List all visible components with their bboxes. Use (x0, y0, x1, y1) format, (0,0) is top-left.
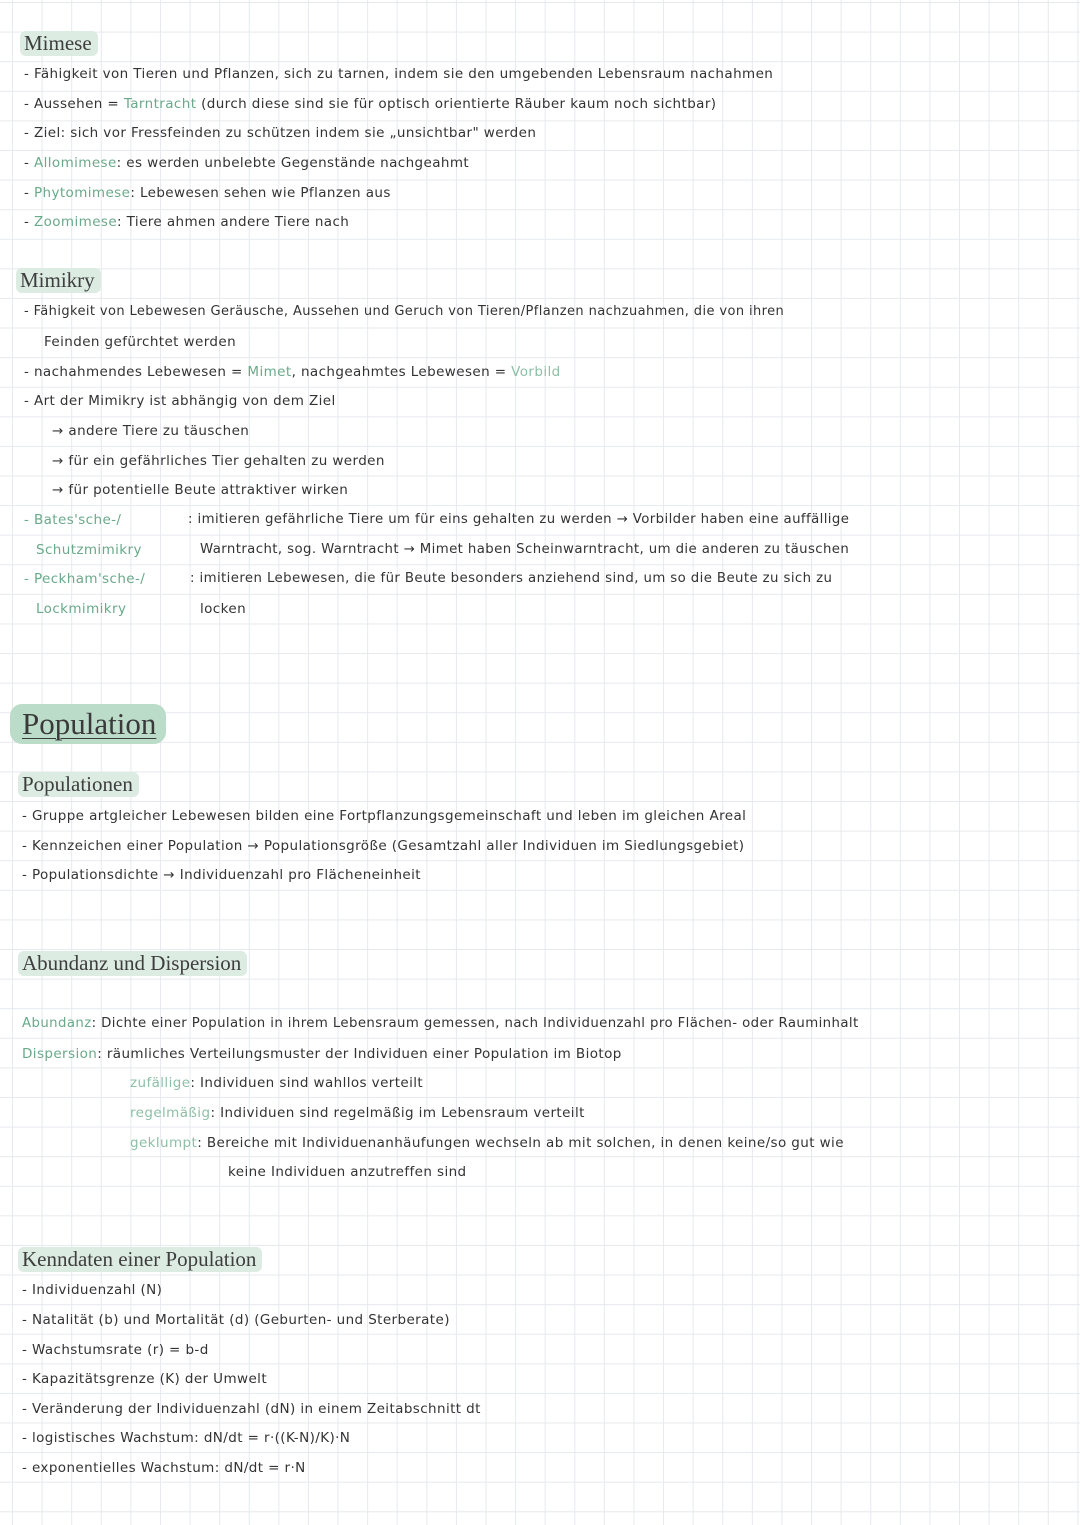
kenndaten-line-1: - Individuenzahl (N) (22, 1282, 163, 1298)
mimikry-aim-2: → für ein gefährliches Tier gehalten zu werden (52, 453, 385, 469)
geklumpt-line (130, 1134, 844, 1152)
mimese-line-5-a: - (24, 185, 34, 201)
mimikry-line-2-c: , nachgeahmtes Lebewesen = (291, 364, 512, 380)
peckham-text-1: : imitieren Lebewesen, die für Beute besonders anziehend sind, um so die Beute zu sich zu (190, 571, 833, 586)
peckham-label-2: Lockmimikry (36, 601, 127, 617)
mimikry-line-1b: Feinden gefürchtet werden (44, 334, 237, 350)
term-zufaellig: zufällige (130, 1075, 191, 1091)
mimese-line-1: - Fähigkeit von Tieren und Pflanzen, sich zu tarnen, indem sie den umgebenden Lebensraum nachahmen (24, 66, 774, 82)
regelmaessig-line (130, 1104, 585, 1122)
term-zoomimese: Zoomimese (33, 214, 118, 230)
mimese-line-3: - Ziel: sich vor Fressfeinden zu schützen indem sie „unsichtbar" werden (24, 125, 537, 141)
mimikry-line-3: - Art der Mimikry ist abhängig von dem Ziel (24, 393, 336, 409)
term-vorbild: Vorbild (511, 364, 561, 380)
mimese-line-5-c: : Lebewesen sehen wie Pflanzen aus (130, 185, 391, 201)
kenndaten-line-3: - Wachstumsrate (r) = b-d (22, 1342, 209, 1358)
mimese-line-2 (24, 95, 716, 113)
regelmaessig-text: : Individuen sind regelmäßig im Lebensraum verteilt (210, 1105, 585, 1121)
mimese-line-6-a: - (24, 214, 34, 230)
abundanz-line (22, 1015, 859, 1033)
population-line-3: - Populationsdichte → Individuenzahl pro Flächeneinheit (22, 867, 421, 883)
term-tarntracht: Tarntracht (123, 96, 197, 112)
kenndaten-heading: Kenndaten einer Population (18, 1247, 262, 1272)
dispersion-text: : räumliches Verteilungsmuster der Individuen einer Population im Biotop (97, 1046, 622, 1062)
abundanz-heading: Abundanz und Dispersion (18, 951, 247, 976)
geklumpt-text-2: keine Individuen anzutreffen sind (228, 1164, 467, 1180)
mimikry-line-2-a: - nachahmendes Lebewesen = (24, 364, 248, 380)
kenndaten-line-4: - Kapazitätsgrenze (K) der Umwelt (22, 1371, 268, 1387)
term-abundanz: Abundanz (22, 1016, 92, 1031)
mimese-line-6 (24, 213, 349, 231)
mimikry-aim-1: → andere Tiere zu täuschen (52, 423, 250, 439)
term-regelmaessig: regelmäßig (130, 1105, 211, 1121)
term-allomimese: Allomimese (33, 155, 117, 171)
zufaellig-line (130, 1074, 423, 1092)
term-mimet: Mimet (247, 364, 292, 380)
population-line-2: - Kennzeichen einer Population → Populationsgröße (Gesamtzahl aller Individuen im Siedlungsgebiet) (22, 838, 745, 854)
mimese-heading: Mimese (20, 31, 98, 56)
bates-label-2: Schutzmimikry (36, 542, 142, 558)
peckham-label-1: - Peckham'sche-/ (24, 571, 146, 587)
mimese-line-4-c: : es werden unbelebte Gegenstände nachgeahmt (116, 155, 470, 171)
zufaellig-text: : Individuen sind wahllos verteilt (190, 1075, 424, 1091)
mimikry-aim-3: → für potentielle Beute attraktiver wirken (52, 482, 349, 498)
kenndaten-line-7: - exponentielles Wachstum: dN/dt = r·N (22, 1460, 306, 1476)
bates-text-2: Warntracht, sog. Warntracht → Mimet haben Scheinwarntracht, um die anderen zu täuschen (200, 542, 850, 557)
kenndaten-line-6: - logistisches Wachstum: dN/dt = r·((K-N)/K)·N (22, 1430, 351, 1446)
mimese-line-5 (24, 184, 391, 202)
mimese-line-2-a: - Aussehen = (24, 96, 124, 112)
term-geklumpt: geklumpt (130, 1135, 198, 1151)
dispersion-line (22, 1045, 622, 1063)
mimikry-line-2 (24, 363, 561, 381)
mimese-line-2-c: (durch diese sind sie für optisch orientierte Räuber kaum noch sichtbar) (196, 96, 717, 112)
geklumpt-text: : Bereiche mit Individuenanhäufungen wechseln ab mit solchen, in denen keine/so gut wie (197, 1135, 844, 1151)
mimese-line-4-a: - (24, 155, 34, 171)
term-phytomimese: Phytomimese (33, 185, 131, 201)
peckham-text-2: locken (200, 601, 247, 617)
abundanz-text: : Dichte einer Population in ihrem Lebensraum gemessen, nach Individuenzahl pro Flächen- oder Rauminhalt (91, 1016, 859, 1031)
kenndaten-line-5: - Veränderung der Individuenzahl (dN) in einem Zeitabschnitt dt (22, 1401, 481, 1417)
population-title: Population (10, 704, 166, 744)
populationen-heading: Populationen (18, 772, 139, 797)
term-dispersion: Dispersion (22, 1046, 98, 1062)
mimikry-heading: Mimikry (16, 268, 101, 293)
kenndaten-line-2: - Natalität (b) und Mortalität (d) (Geburten- und Sterberate) (22, 1312, 450, 1328)
bates-label-1: - Bates'sche-/ (24, 512, 122, 528)
mimikry-line-1: - Fähigkeit von Lebewesen Geräusche, Aussehen und Geruch von Tieren/Pflanzen nachzuahmen, die von ihren (24, 304, 785, 319)
bates-text-1: : imitieren gefährliche Tiere um für eins gehalten zu werden → Vorbilder haben eine auffällige (188, 512, 850, 527)
mimese-line-6-c: : Tiere ahmen andere Tiere nach (117, 214, 350, 230)
population-line-1: - Gruppe artgleicher Lebewesen bilden eine Fortpflanzungsgemeinschaft und leben im gleichen Areal (22, 808, 747, 824)
mimese-line-4 (24, 154, 469, 172)
